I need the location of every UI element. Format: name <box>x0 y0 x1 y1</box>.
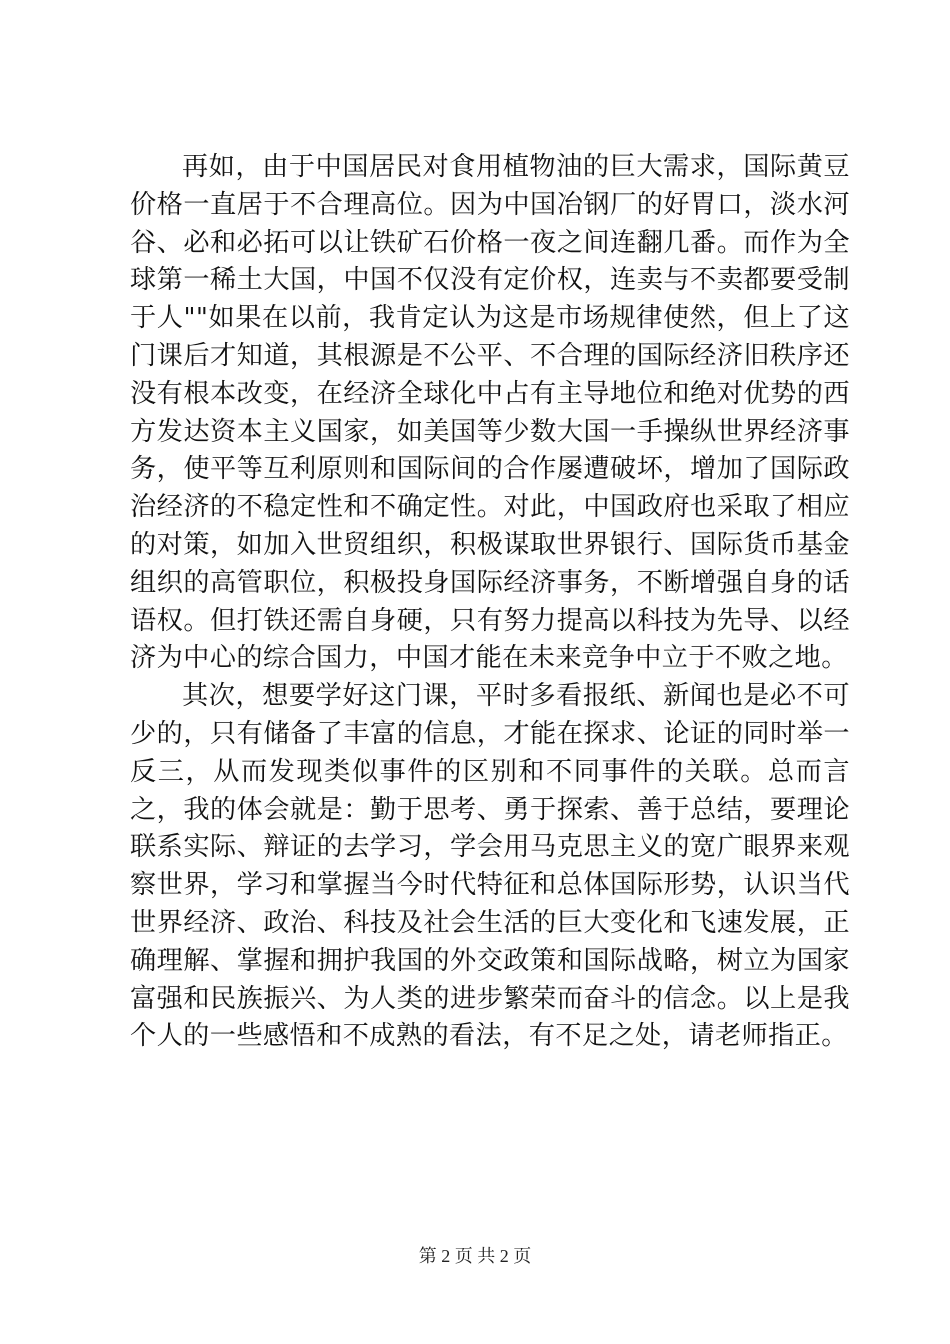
page-footer: 第 2 页 共 2 页 <box>418 1246 532 1266</box>
body-paragraph: 其次，想要学好这门课，平时多看报纸、新闻也是必不可少的，只有储备了丰富的信息，才能在探求、论证的同时举一反三，从而发现类似事件的区别和不同事件的关联。总而言之，我的体会就是：勤于思考、勇于探索、善于总结，要理论联系实际、辩证的去学习，学会用马克思主义的宽广眼界来观察世界，学习和掌握当今时代特征和总体国际形势，认识当代世界经济、政治、科技及社会生活的巨大变化和飞速发展，正确理解、掌握和拥护我国的外交政策和国际战略，树立为国家富强和民族振兴、为人类的进步繁荣而奋斗的信念。以上是我个人的一些感悟和不成熟的看法，有不足之处，请老师指正。 <box>130 681 850 1052</box>
body-paragraph: 再如，由于中国居民对食用植物油的巨大需求，国际黄豆价格一直居于不合理高位。因为中国冶钢厂的好胃口，淡水河谷、必和必拓可以让铁矿石价格一夜之间连翻几番。而作为全球第一稀土大国，中国不仅没有定价权，连卖与不卖都要受制于人""如果在以前，我肯定认为这是市场规律使然，但上了这门课后才知道，其根源是不公平、不合理的国际经济旧秩序还没有根本改变，在经济全球化中占有主导地位和绝对优势的西方发达资本主义国家，如美国等少数大国一手操纵世界经济事务，使平等互利原则和国际间的合作屡遭破坏，增加了国际政治经济的不稳定性和不确定性。对此，中国政府也采取了相应的对策，如加入世贸组织，积极谋取世界银行、国际货币基金组织的高管职位，积极投身国际经济事务，不断增强自身的话语权。但打铁还需自身硬，只有努力提高以科技为先导、以经济为中心的综合国力，中国才能在未来竞争中立于不败之地。 <box>130 152 850 674</box>
document-body <box>130 149 850 1056</box>
